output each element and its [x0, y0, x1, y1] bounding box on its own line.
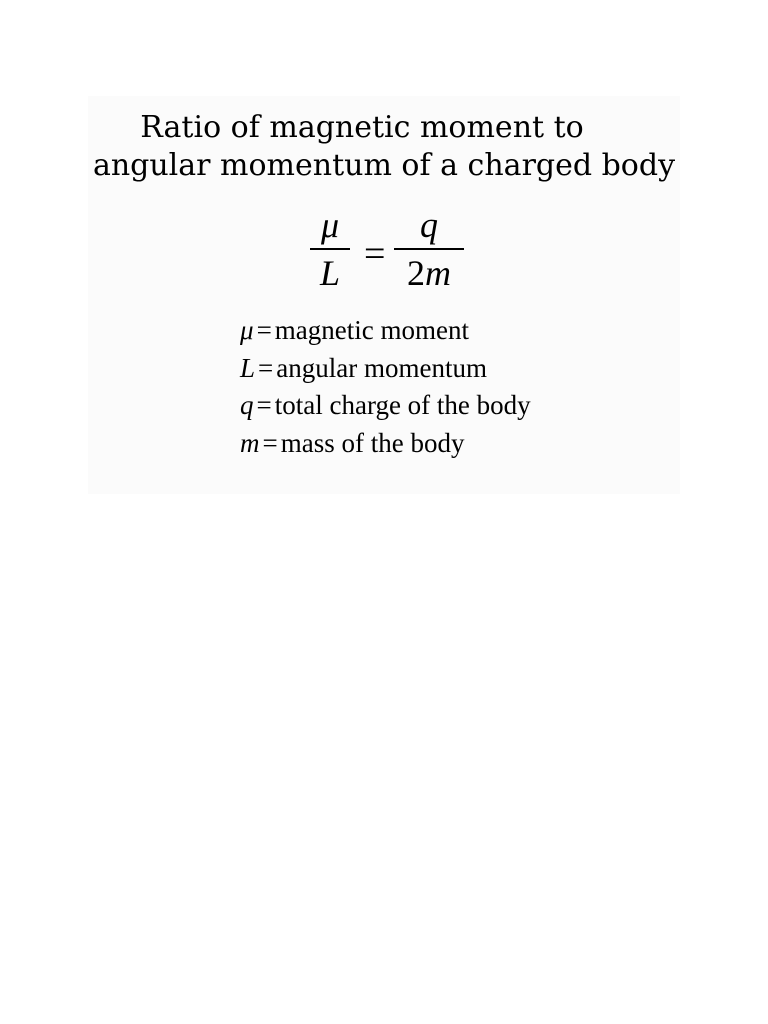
- denominator-variable: m: [425, 253, 451, 293]
- definition-row: [240, 387, 531, 425]
- title-line-2: angular momentum of a charged body: [92, 148, 676, 183]
- definition-equals: =: [258, 352, 274, 383]
- definitions-list: [240, 312, 531, 462]
- fraction-denominator: [394, 254, 464, 292]
- definition-text: magnetic moment: [274, 315, 469, 345]
- fraction-numerator: μ: [320, 205, 340, 245]
- definition-row: [240, 350, 531, 388]
- equals-sign: =: [364, 233, 386, 275]
- definition-text: mass of the body: [280, 427, 465, 458]
- fraction-q-over-2m: [394, 206, 464, 292]
- fraction-bar: [310, 248, 350, 250]
- definition-equals: =: [256, 390, 272, 420]
- definition-text: angular momentum: [276, 352, 487, 383]
- definition-symbol: L: [240, 352, 256, 383]
- definition-row: [240, 425, 531, 463]
- fraction-bar: [394, 248, 464, 250]
- definition-text: total charge of the body: [274, 390, 531, 420]
- definition-symbol: m: [240, 427, 260, 458]
- ratio-formula: [310, 206, 470, 296]
- fraction-mu-over-l: [310, 206, 350, 292]
- definition-symbol: q: [240, 390, 254, 420]
- definition-equals: =: [256, 315, 272, 345]
- denominator-coefficient: 2: [407, 253, 425, 293]
- definition-equals: =: [262, 427, 278, 458]
- title-line-1: Ratio of magnetic moment to: [140, 110, 584, 145]
- fraction-numerator: q: [420, 205, 438, 245]
- definition-row: [240, 312, 531, 350]
- fraction-denominator: L: [319, 253, 341, 293]
- definition-symbol: μ: [240, 315, 254, 345]
